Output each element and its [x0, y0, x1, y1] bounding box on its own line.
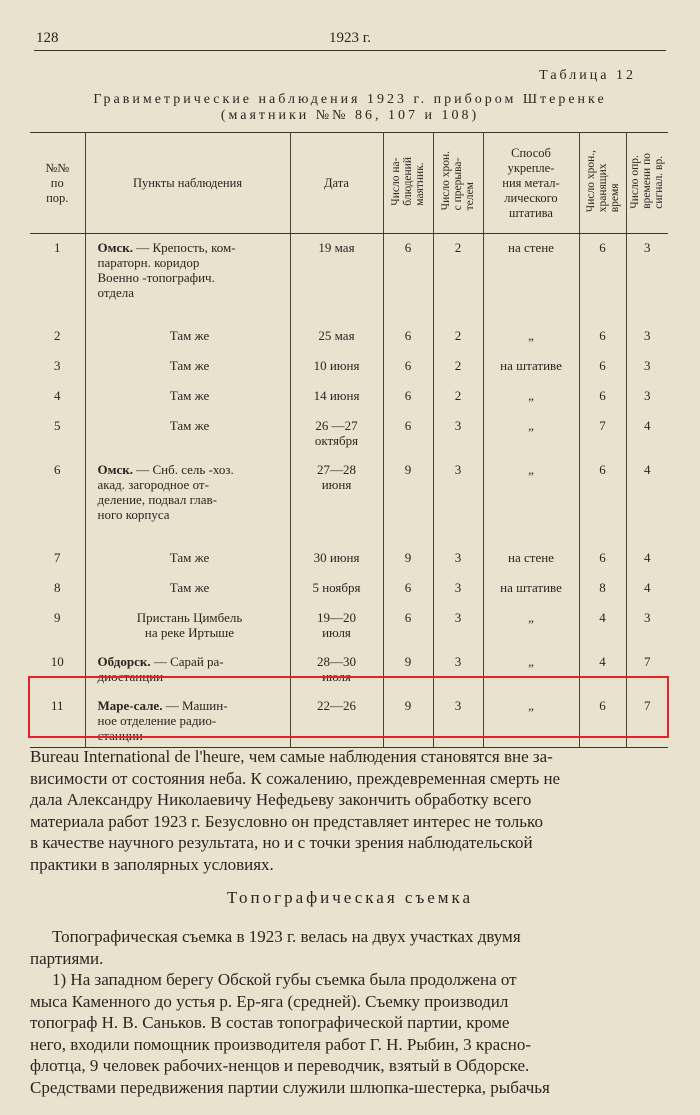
cell-pendulum-count: 6: [383, 574, 433, 604]
table-title: [40, 92, 660, 124]
table-row: [30, 574, 668, 604]
cell-interrupter-count: 2: [433, 322, 483, 352]
place-description: Там же: [169, 327, 210, 343]
cell-signal-count: 3: [626, 234, 668, 322]
cell-mount-method: на штативе: [483, 574, 579, 604]
table-title-line2: (маятники №№ 86, 107 и 108): [220, 108, 480, 123]
highlight-box-row-11: [28, 676, 669, 738]
cell-place: [85, 382, 290, 412]
cell-interrupter-count: 3: [433, 574, 483, 604]
place-name-bold: Маре-сале.: [97, 697, 163, 713]
cell-date: 30 июня: [290, 544, 383, 574]
cell-signal-count: 4: [626, 574, 668, 604]
cell-place: [85, 322, 290, 352]
cell-signal-count: 7: [626, 692, 668, 748]
cell-date: 19 мая: [290, 234, 383, 322]
cell-number: 4: [30, 382, 85, 412]
cell-interrupter-count: 3: [433, 692, 483, 748]
header-signal-count: Число опр. времени по сигнал. вр.: [626, 133, 668, 234]
cell-date: 14 июня: [290, 382, 383, 412]
cell-number: 10: [30, 648, 85, 692]
cell-place: [85, 604, 290, 648]
cell-mount-method: на стене: [483, 234, 579, 322]
cell-signal-count: 3: [626, 352, 668, 382]
table-label: Таблица 12: [539, 68, 636, 83]
cell-place: [85, 234, 290, 322]
cell-storing-chronometers: 6: [579, 322, 626, 352]
cell-storing-chronometers: 6: [579, 234, 626, 322]
place-description: Там же: [169, 357, 210, 373]
cell-mount-method: на стене: [483, 544, 579, 574]
header-interrupter-count: Число хрон. с прерыва- телем: [433, 133, 483, 234]
cell-mount-method: „: [483, 648, 579, 692]
cell-place: [85, 456, 290, 544]
header-date: Дата: [290, 133, 383, 234]
cell-signal-count: 4: [626, 456, 668, 544]
table-row: [30, 456, 668, 544]
cell-mount-method: „: [483, 604, 579, 648]
cell-number: 6: [30, 456, 85, 544]
cell-signal-count: 3: [626, 604, 668, 648]
cell-number: 11: [30, 692, 85, 748]
cell-pendulum-count: 9: [383, 648, 433, 692]
place-description: Там же: [169, 549, 210, 565]
cell-storing-chronometers: 4: [579, 648, 626, 692]
cell-signal-count: 4: [626, 544, 668, 574]
cell-number: 9: [30, 604, 85, 648]
cell-signal-count: 3: [626, 322, 668, 352]
header-place: Пункты наблюдения: [85, 133, 290, 234]
cell-pendulum-count: 6: [383, 352, 433, 382]
cell-storing-chronometers: 6: [579, 544, 626, 574]
cell-pendulum-count: 9: [383, 692, 433, 748]
cell-mount-method: на штативе: [483, 352, 579, 382]
cell-interrupter-count: 3: [433, 412, 483, 456]
cell-mount-method: „: [483, 412, 579, 456]
cell-signal-count: 7: [626, 648, 668, 692]
cell-signal-count: 3: [626, 382, 668, 412]
table-row: [30, 234, 668, 322]
place-name-bold: Омск.: [97, 240, 133, 255]
cell-pendulum-count: 6: [383, 382, 433, 412]
cell-number: 8: [30, 574, 85, 604]
place-description: Там же: [169, 579, 210, 595]
table-title-line1: Гравиметрические наблюдения 1923 г. прибором Штеренке: [93, 92, 607, 107]
table-row: [30, 382, 668, 412]
cell-date: 10 июня: [290, 352, 383, 382]
cell-pendulum-count: 6: [383, 234, 433, 322]
cell-mount-method: „: [483, 456, 579, 544]
cell-pendulum-count: 6: [383, 412, 433, 456]
page-number: 128: [36, 30, 59, 46]
cell-number: 3: [30, 352, 85, 382]
cell-interrupter-count: 3: [433, 456, 483, 544]
cell-date: 19—20 июля: [290, 604, 383, 648]
cell-storing-chronometers: 7: [579, 412, 626, 456]
table-row: [30, 604, 668, 648]
place-description: — Крепость, ком- параторн. коридор Военно -топографич. отдела: [97, 240, 236, 300]
cell-pendulum-count: 6: [383, 322, 433, 352]
place-description: Там же: [169, 417, 210, 433]
paragraph-item-1: 1) На западном берегу Обской губы съемка была продолжена от мыса Каменного до устья р. Ер-яга (средней). Съемку производил топограф Н. В. Саньков. В состав топографической партии, кроме него, входили помощник производителя работ Г. Н. Рыбин, 3 красно- флотца, 9 человек рабочих-ненцов и переводчик, взятый в Обдорске. Средствами передвижения партии служили шлюпка-шестерка, рыбачья: [30, 970, 550, 1097]
cell-interrupter-count: 2: [433, 382, 483, 412]
cell-mount-method: „: [483, 322, 579, 352]
cell-storing-chronometers: 6: [579, 352, 626, 382]
place-description: Там же: [169, 387, 210, 403]
table-header-row: [30, 133, 668, 234]
table-body: [30, 234, 668, 748]
table-row: [30, 412, 668, 456]
gravimetric-table: [30, 132, 668, 748]
cell-pendulum-count: 9: [383, 456, 433, 544]
cell-date: 27—28 июня: [290, 456, 383, 544]
place-description: — Машин- ное отделение радио- станции: [97, 697, 228, 743]
cell-mount-method: „: [483, 692, 579, 748]
place-name-bold: Омск.: [97, 461, 133, 477]
cell-pendulum-count: 6: [383, 604, 433, 648]
cell-number: 1: [30, 234, 85, 322]
running-head-year: 1923 г.: [329, 30, 371, 46]
cell-signal-count: 4: [626, 412, 668, 456]
cell-date: 5 ноября: [290, 574, 383, 604]
table-row: [30, 544, 668, 574]
place-name-bold: Обдорск.: [97, 653, 151, 669]
cell-pendulum-count: 9: [383, 544, 433, 574]
cell-interrupter-count: 2: [433, 234, 483, 322]
place-description: Пристань Цимбель на реке Иртыше: [136, 609, 243, 640]
paragraph-intro: Топографическая съемка в 1923 г. велась на двух участках двумя партиями.: [30, 927, 521, 968]
header-mount-method: Способ укрепле- ния метал- лического штатива: [483, 133, 579, 234]
running-head: [36, 30, 664, 50]
cell-storing-chronometers: 8: [579, 574, 626, 604]
section-heading: Топографическая съемка: [226, 888, 474, 907]
header-storing-chronometers: Число хрон., хранящих время: [579, 133, 626, 234]
header-rule: [34, 50, 666, 51]
cell-date: 28—30 июля: [290, 648, 383, 692]
cell-place: [85, 352, 290, 382]
place-description: — Снб. сель -хоз. акад. загородное от- деление, подвал глав- ного корпуса: [97, 461, 234, 522]
table-row: [30, 322, 668, 352]
cell-storing-chronometers: 6: [579, 692, 626, 748]
header-pendulum-count: Число на- блюдений маятник.: [383, 133, 433, 234]
cell-place: [85, 412, 290, 456]
cell-mount-method: „: [483, 382, 579, 412]
header-num: №№ по пор.: [30, 133, 85, 234]
paragraph-continuation: Bureau International de l'heure, чем самые наблюдения становятся вне за- висимости от состояния неба. К сожалению, преждевременная смерть не дала Александру Николаевичу Нефедьеву закончить обработку всего материала работ 1923 г. Безусловно он представляет интерес не только в качестве научного результата, но и с точки зрения наблюдательской практики в заполярных условиях.: [30, 747, 561, 874]
cell-interrupter-count: 3: [433, 544, 483, 574]
cell-date: 22—26: [290, 692, 383, 748]
cell-number: 5: [30, 412, 85, 456]
cell-place: [85, 544, 290, 574]
cell-date: 25 мая: [290, 322, 383, 352]
cell-number: 7: [30, 544, 85, 574]
cell-storing-chronometers: 4: [579, 604, 626, 648]
cell-place: [85, 574, 290, 604]
cell-interrupter-count: 3: [433, 648, 483, 692]
cell-interrupter-count: 3: [433, 604, 483, 648]
cell-storing-chronometers: 6: [579, 456, 626, 544]
cell-number: 2: [30, 322, 85, 352]
cell-date: 26 —27 октября: [290, 412, 383, 456]
cell-interrupter-count: 2: [433, 352, 483, 382]
table-row: [30, 352, 668, 382]
place-description: — Сарай ра- диостанции: [97, 653, 224, 684]
cell-storing-chronometers: 6: [579, 382, 626, 412]
